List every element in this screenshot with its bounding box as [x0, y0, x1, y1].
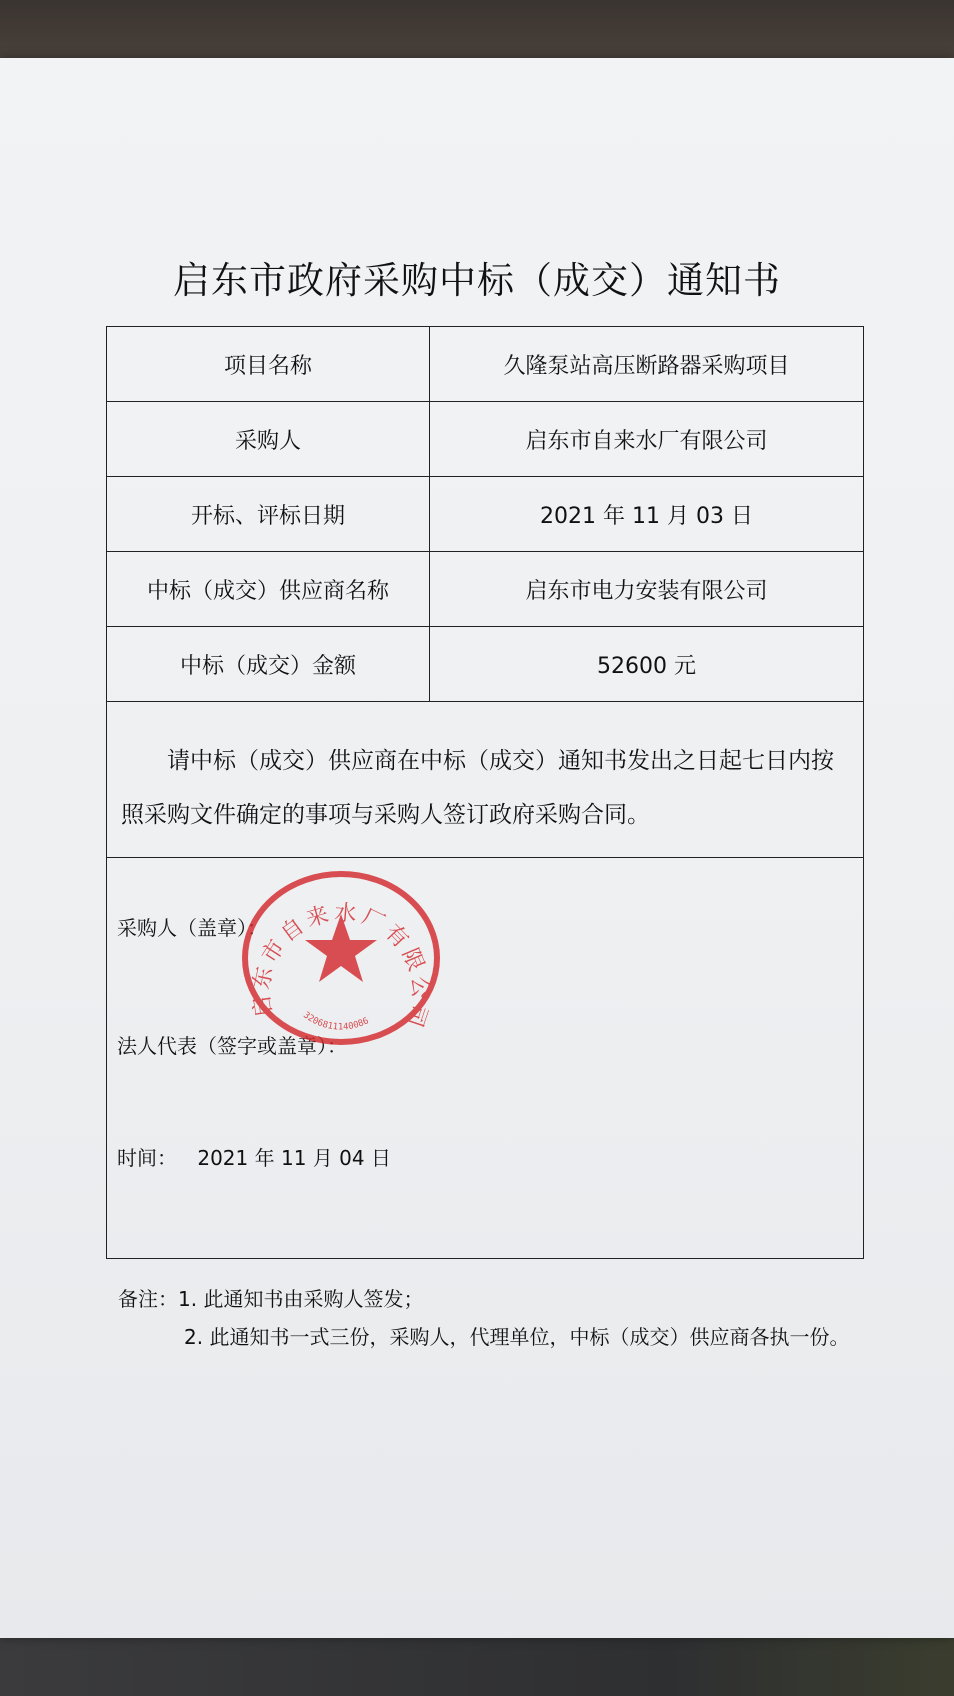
table-row-purchaser: [107, 402, 863, 477]
seal-text: 启东市自来水厂有限公司: [249, 900, 433, 1034]
row-label: 中标（成交）金额: [107, 627, 430, 701]
remark-item: 1. 此通知书由采购人签发；: [178, 1287, 424, 1311]
table-row-amount: [107, 627, 863, 702]
date-value: 2021 年 11 月 04 日: [197, 1146, 391, 1170]
remarks-line-1: [118, 1280, 849, 1318]
notice-table: [106, 326, 864, 1259]
row-value: 52600 元: [597, 653, 696, 679]
table-row-bid-date: [107, 477, 863, 552]
svg-text:3206811140086: [301, 1010, 370, 1032]
company-seal-stamp: [237, 866, 441, 1046]
row-label: 开标、评标日期: [107, 477, 430, 551]
sign-date-line: [117, 1142, 391, 1171]
seal-number: 3206811140086: [301, 1010, 371, 1033]
remarks-label: 备注：: [118, 1287, 178, 1311]
table-row-supplier: [107, 552, 863, 627]
signature-area: [107, 858, 863, 1258]
legal-rep-label: 法人代表（签字或盖章）：: [117, 1034, 347, 1058]
row-label: 采购人: [107, 402, 430, 476]
document-title: 启东市政府采购中标（成交）通知书: [173, 259, 781, 302]
remarks-block: [118, 1280, 849, 1356]
row-value: 2021 年 11 月 03 日: [540, 503, 753, 529]
purchaser-seal-label: 采购人（盖章）：: [117, 916, 267, 940]
row-value: 久隆泵站高压断路器采购项目: [503, 353, 790, 379]
date-label: 时间：: [117, 1146, 177, 1170]
row-label: 中标（成交）供应商名称: [107, 552, 430, 626]
row-value: 启东市电力安装有限公司: [525, 578, 768, 604]
row-value: 启东市自来水厂有限公司: [525, 428, 768, 454]
row-label: 项目名称: [107, 327, 430, 401]
remarks-line-2: [118, 1318, 849, 1356]
remark-item: 2. 此通知书一式三份，采购人，代理单位，中标（成交）供应商各执一份。: [184, 1325, 850, 1349]
table-row-project-name: [107, 327, 863, 402]
notice-paragraph: 请中标（成交）供应商在中标（成交）通知书发出之日起七日内按照采购文件确定的事项与采购人签订政府采购合同。: [107, 702, 863, 858]
